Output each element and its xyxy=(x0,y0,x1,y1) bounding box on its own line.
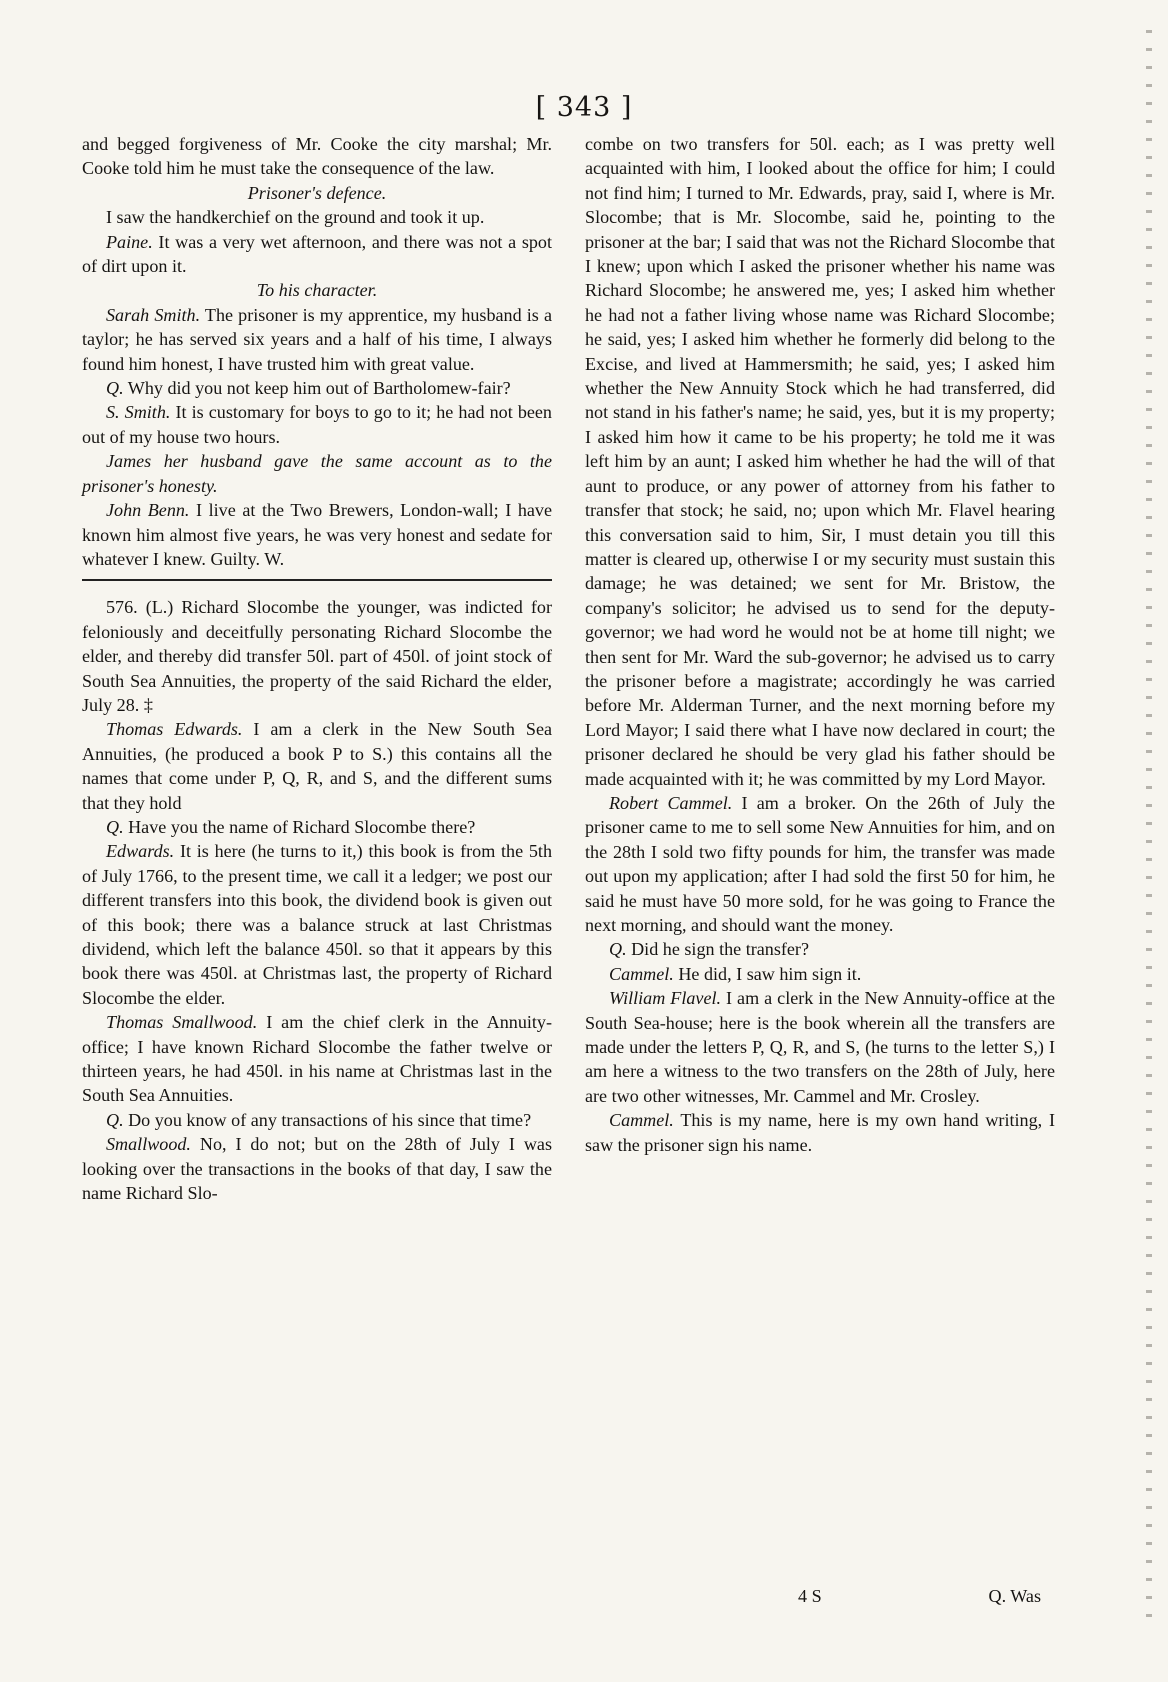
speaker-name: Cammel. xyxy=(609,963,674,984)
text-paragraph: Paine. It was a very wet afternoon, and there was not a spot of dirt upon it. xyxy=(82,231,552,277)
text-paragraph: Sarah Smith. The prisoner is my apprentice, my husband is a taylor; he has served six years and a half of his time, I always found him honest, I have trusted him with great value. xyxy=(82,304,552,374)
right-column xyxy=(585,132,1055,1157)
text-paragraph: S. Smith. It is customary for boys to go to it; he had not been out of my house two hours. xyxy=(82,402,552,447)
text-paragraph: William Flavel. I am a clerk in the New Annuity-office at the South Sea-house; here is the book wherein all the transfers are made under the letters P, Q, R, and S, (he turns to the letter S,) I am here a witness to the two transfers on the 28th of July, here are two other witnesses, Mr. Cammel and Mr. Crosley. xyxy=(585,988,1055,1106)
speaker-name: Paine. xyxy=(106,231,153,252)
left-column xyxy=(82,132,552,1205)
text-paragraph: Smallwood. No, I do not; but on the 28th of July I was looking over the transactions in the books of that day, I saw the name Richard Slo- xyxy=(82,1134,552,1204)
text-paragraph: Q. Do you know of any transactions of his since that time? xyxy=(106,1109,532,1130)
section-divider xyxy=(82,579,552,581)
text-paragraph: Thomas Smallwood. I am the chief clerk in the Annuity-office; I have known Richard Slocombe the father twelve or thirteen years, he had 450l. in his name at Christmas last in the South Sea Annuities. xyxy=(82,1012,552,1106)
text-paragraph: Q. Did he sign the transfer? xyxy=(609,939,809,960)
text-paragraph: Cammel. He did, I saw him sign it. xyxy=(609,963,862,984)
text-paragraph: John Benn. I live at the Two Brewers, London-wall; I have known him almost five years, he was very honest and sedate for whatever I knew. Guilty. W. xyxy=(82,500,552,569)
text-paragraph: Cammel. This is my name, here is my own hand writing, I saw the prisoner sign his name. xyxy=(585,1110,1055,1155)
speaker-name: Q. xyxy=(106,816,124,837)
text-paragraph: Edwards. It is here (he turns to it,) this book is from the 5th of July 1766, to the present time, we call it a ledger; we post our different transfers into this book, the dividend book is given out of this book; there was a balance struck at last Christmas dividend, which left the balance 450l. so that it appears by this book there was 450l. at Christmas last, the property of Richard Slocombe the elder. xyxy=(82,841,552,1008)
text-paragraph: combe on two transfers for 50l. each; as I was pretty well acquainted with him, I looked about the office for him; I could not find him; I turned to Mr. Edwards, pray, said I, where is Mr. Slocombe; that is Mr. Slocombe, said he, pointing to the prisoner at the bar; I said that was not the Richard Slocombe that I knew; upon which I asked the prisoner whether his name was Richard Slocombe; he answered me, yes; I asked him whether he had not a father living whose name was Richard Slocombe; he said, yes; I asked him whether he formerly did belong to the Excise, and lived at Hammersmith; he said, yes; I asked him whether the New Annuity Stock which he had transferred, did not stand in his father's name; he said, yes, but it is my property; I asked him how it came to be his property; he told me it was left him by an aunt; I asked him whether he had the will of that aunt to produce, or any power of attorney from his father to transfer that stock; he said, no; upon which Mr. Flavel hearing this conversation said to him, Sir, I must detain you till this matter is cleared up, otherwise I or my security must sustain this damage; he was detained; we sent for Mr. Bristow, the company's solicitor; he advised us to send for the deputy-governor; we had word he would not be at home till night; we then sent for Mr. Ward the sub-governor; he advised us to carry the prisoner before a magistrate; accordingly he was carried before Mr. Alderman Turner, and the next morning before my Lord Mayor; I said there what I have now declared in court; the prisoner declared he should be very glad his father should be made acquainted with it; he was committed by my Lord Mayor. xyxy=(585,134,1055,789)
text-paragraph: Q. Have you the name of Richard Slocombe there? xyxy=(106,816,476,837)
speaker-name: John Benn. xyxy=(106,500,190,521)
speaker-name: Thomas Edwards. xyxy=(106,719,243,740)
speaker-name: Edwards. xyxy=(106,841,175,862)
case-heading: 576. (L.) Richard Slocombe the younger, was indicted for feloniously and deceitfully personating Richard Slocombe the elder, and thereby did transfer 50l. part of 450l. of joint stock of South Sea Annuities, the property of the said Richard the elder, July 28. ‡ xyxy=(82,597,552,715)
speaker-name: Robert Cammel. xyxy=(609,792,733,813)
speaker-name: Q. xyxy=(609,939,627,960)
section-heading: Prisoner's defence. xyxy=(247,182,387,203)
speaker-name: Smallwood. xyxy=(106,1134,191,1155)
speaker-name: Sarah Smith. xyxy=(106,304,201,325)
text-paragraph: Robert Cammel. I am a broker. On the 26th of July the prisoner came to me to sell some New Annuities for him, and on the 28th I sold two fifty pounds for him, the transfer was made out upon my application; after I had sold the first 50 for him, he said he must have 50 more sold, for he was going to France the next morning, and should want the money. xyxy=(585,792,1055,935)
page-edge-shadow xyxy=(1146,30,1152,1630)
catchword: Q. Was xyxy=(988,1586,1041,1606)
text-paragraph: and begged forgiveness of Mr. Cooke the city marshal; Mr. Cooke told him he must take the consequence of the law. xyxy=(82,134,552,179)
text-paragraph: I saw the handkerchief on the ground and took it up. xyxy=(106,207,485,228)
text-paragraph: Q. Why did you not keep him out of Bartholomew-fair? xyxy=(106,378,511,399)
speaker-name: William Flavel. xyxy=(609,988,722,1009)
speaker-name: Q. xyxy=(106,1109,124,1130)
section-heading: To his character. xyxy=(256,280,378,301)
text-paragraph: James her husband gave the same account as to the prisoner's honesty. xyxy=(82,451,552,496)
speaker-name: Q. xyxy=(106,378,124,399)
text-paragraph: Thomas Edwards. I am a clerk in the New South Sea Annuities, (he produced a book P to S.) this contains all the names that come under P, Q, R, and S, and the different sums that they hold xyxy=(82,719,553,813)
page-number: [ 343 ] xyxy=(535,92,633,123)
speaker-name: Cammel. xyxy=(609,1110,674,1131)
signature-mark: 4 S xyxy=(798,1586,822,1606)
speaker-name: S. Smith. xyxy=(106,402,171,423)
speaker-name: Thomas Smallwood. xyxy=(106,1012,258,1033)
